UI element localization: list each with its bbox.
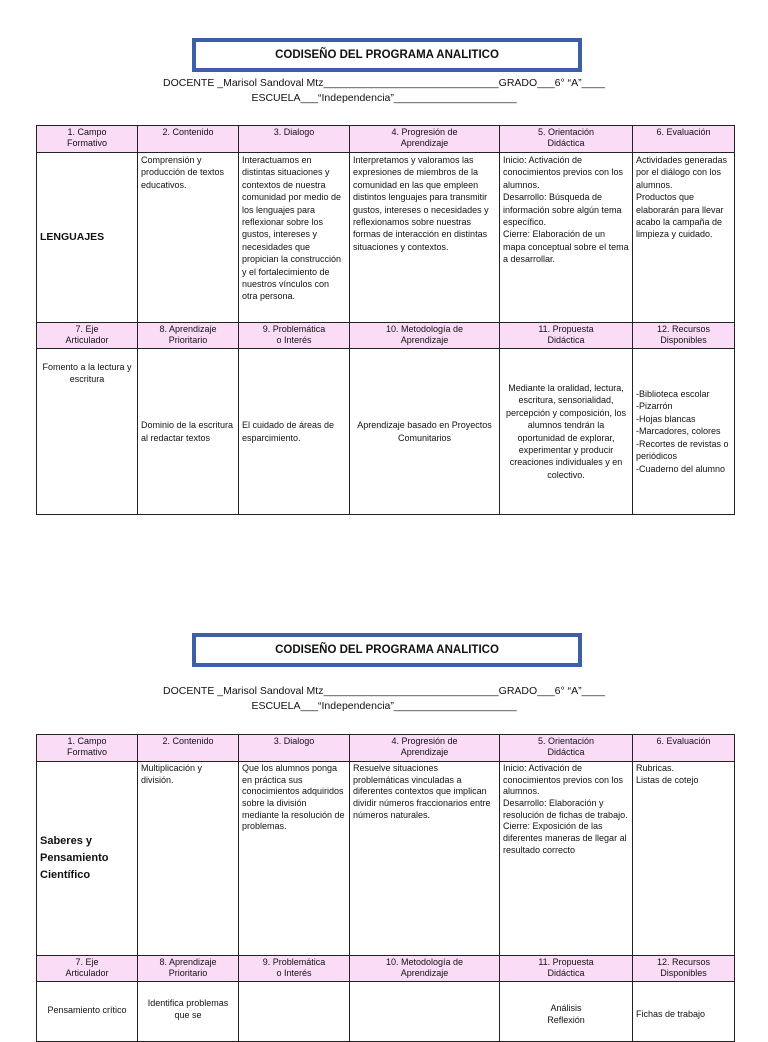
content-row-top	[37, 762, 735, 956]
header-evaluacion: 6. Evaluación	[633, 735, 735, 762]
header-problematica: 9. Problemática o Interés	[239, 956, 350, 982]
cell-dialogo: Que los alumnos ponga en práctica sus conocimientos adquiridos sobre la división mediante la resolución de problemas.	[239, 762, 350, 956]
cell-aprendizaje-prioritario: Dominio de la escritura al redactar textos	[138, 349, 239, 515]
cell-contenido: Multiplicación y división.	[138, 762, 239, 956]
cell-problematica: El cuidado de áreas de esparcimiento.	[239, 349, 350, 515]
docente-line: DOCENTE _Marisol Sandoval Mtz______________________________GRADO___6° “A”____	[163, 685, 605, 697]
program-table	[36, 125, 735, 515]
header-row-bottom	[37, 956, 735, 982]
content-row-bottom	[37, 982, 735, 1042]
cell-contenido: Comprensión y producción de textos educativos.	[138, 153, 239, 323]
cell-orientacion: Inicio: Activación de conocimientos previos con los alumnos. Desarrollo: Búsqueda de información sobre algún tema específico. Cierre: Elaboración de un mapa conceptual sobre el tema a desarrollar.	[500, 153, 633, 323]
cell-recursos: -Biblioteca escolar -Pizarrón -Hojas blancas -Marcadores, colores -Recortes de revistas o periódicos -Cuaderno del alumno	[633, 349, 735, 515]
cell-progresion: Resuelve situaciones problemáticas vinculadas a diferentes contextos que implican dividir números fraccionarios entre números naturales.	[350, 762, 500, 956]
cell-evaluacion: Actividades generadas por el diálogo con los alumnos. Productos que elaborarán para llevar acabo la campaña de limpieza y cuidado.	[633, 153, 735, 323]
cell-campo-formativo: Saberes y Pensamiento Científico	[37, 762, 138, 956]
docente-line: DOCENTE _Marisol Sandoval Mtz______________________________GRADO___6° “A”____	[163, 77, 605, 89]
header-row-bottom	[37, 323, 735, 349]
cell-evaluacion: Rubricas. Listas de cotejo	[633, 762, 735, 956]
cell-orientacion: Inicio: Activación de conocimientos previos con los alumnos. Desarrollo: Elaboración y resolución de fichas de trabajo. Cierre: Exposición de las diferentes maneras de llegar al resultado correcto	[500, 762, 633, 956]
cell-eje-articulador: Pensamiento crítico	[37, 982, 138, 1042]
header-metodologia: 10. Metodología de Aprendizaje	[350, 956, 500, 982]
document-title: CODISEÑO DEL PROGRAMA ANALITICO	[192, 38, 582, 72]
document-title: CODISEÑO DEL PROGRAMA ANALITICO	[192, 633, 582, 667]
cell-metodologia	[350, 982, 500, 1042]
header-eje-articulador: 7. Eje Articulador	[37, 956, 138, 982]
header-evaluacion: 6. Evaluación	[633, 126, 735, 153]
cell-problematica	[239, 982, 350, 1042]
header-row-top	[37, 126, 735, 153]
escuela-line: ESCUELA___“Independencia”_____________________	[251, 92, 517, 104]
header-dialogo: 3. Dialogo	[239, 126, 350, 153]
cell-dialogo: Interactuamos en distintas situaciones y contextos de nuestra comunidad por medio de los lenguajes para reflexionar sobre los gustos, intereses y necesidades que propician la construcción y el fortalecimiento de nuestros vínculos con otra persona.	[239, 153, 350, 323]
header-progresion: 4. Progresión de Aprendizaje	[350, 126, 500, 153]
header-campo-formativo: 1. Campo Formativo	[37, 735, 138, 762]
header-orientacion: 5. Orientación Didáctica	[500, 126, 633, 153]
cell-metodologia: Aprendizaje basado en Proyectos Comunitarios	[350, 349, 500, 515]
header-contenido: 2. Contenido	[138, 735, 239, 762]
content-row-top	[37, 153, 735, 323]
header-recursos: 12. Recursos Disponibles	[633, 956, 735, 982]
header-campo-formativo: 1. Campo Formativo	[37, 126, 138, 153]
header-row-top	[37, 735, 735, 762]
cell-campo-formativo: LENGUAJES	[37, 153, 138, 323]
cell-propuesta: Análisis Reflexión	[500, 982, 633, 1042]
header-metodologia: 10. Metodología de Aprendizaje	[350, 323, 500, 349]
header-orientacion: 5. Orientación Didáctica	[500, 735, 633, 762]
cell-progresion: Interpretamos y valoramos las expresiones de miembros de la comunidad en las que empleen distintos lenguajes para transmitir gustos, intereses o necesidades y reflexionamos sobre nuestras formas de interacción en distintas situaciones y contextos.	[350, 153, 500, 323]
header-propuesta: 11. Propuesta Didáctica	[500, 956, 633, 982]
header-dialogo: 3. Dialogo	[239, 735, 350, 762]
header-aprendizaje-prioritario: 8. Aprendizaje Prioritario	[138, 323, 239, 349]
cell-propuesta: Mediante la oralidad, lectura, escritura, sensorialidad, percepción y composición, los alumnos tendrán la oportunidad de explorar, experimentar y producir creaciones individuales y en colectivo.	[500, 349, 633, 515]
content-row-bottom	[37, 349, 735, 515]
cell-aprendizaje-prioritario: Identifica problemas que se	[138, 982, 239, 1042]
header-aprendizaje-prioritario: 8. Aprendizaje Prioritario	[138, 956, 239, 982]
header-eje-articulador: 7. Eje Articulador	[37, 323, 138, 349]
header-progresion: 4. Progresión de Aprendizaje	[350, 735, 500, 762]
document-page-2	[0, 595, 768, 1024]
escuela-line: ESCUELA___“Independencia”_____________________	[251, 700, 517, 712]
header-problematica: 9. Problemática o Interés	[239, 323, 350, 349]
header-propuesta: 11. Propuesta Didáctica	[500, 323, 633, 349]
cell-recursos: Fichas de trabajo	[633, 982, 735, 1042]
program-table	[36, 734, 735, 1042]
cell-eje-articulador: Fomento a la lectura y escritura	[37, 349, 138, 515]
header-recursos: 12. Recursos Disponibles	[633, 323, 735, 349]
header-contenido: 2. Contenido	[138, 126, 239, 153]
